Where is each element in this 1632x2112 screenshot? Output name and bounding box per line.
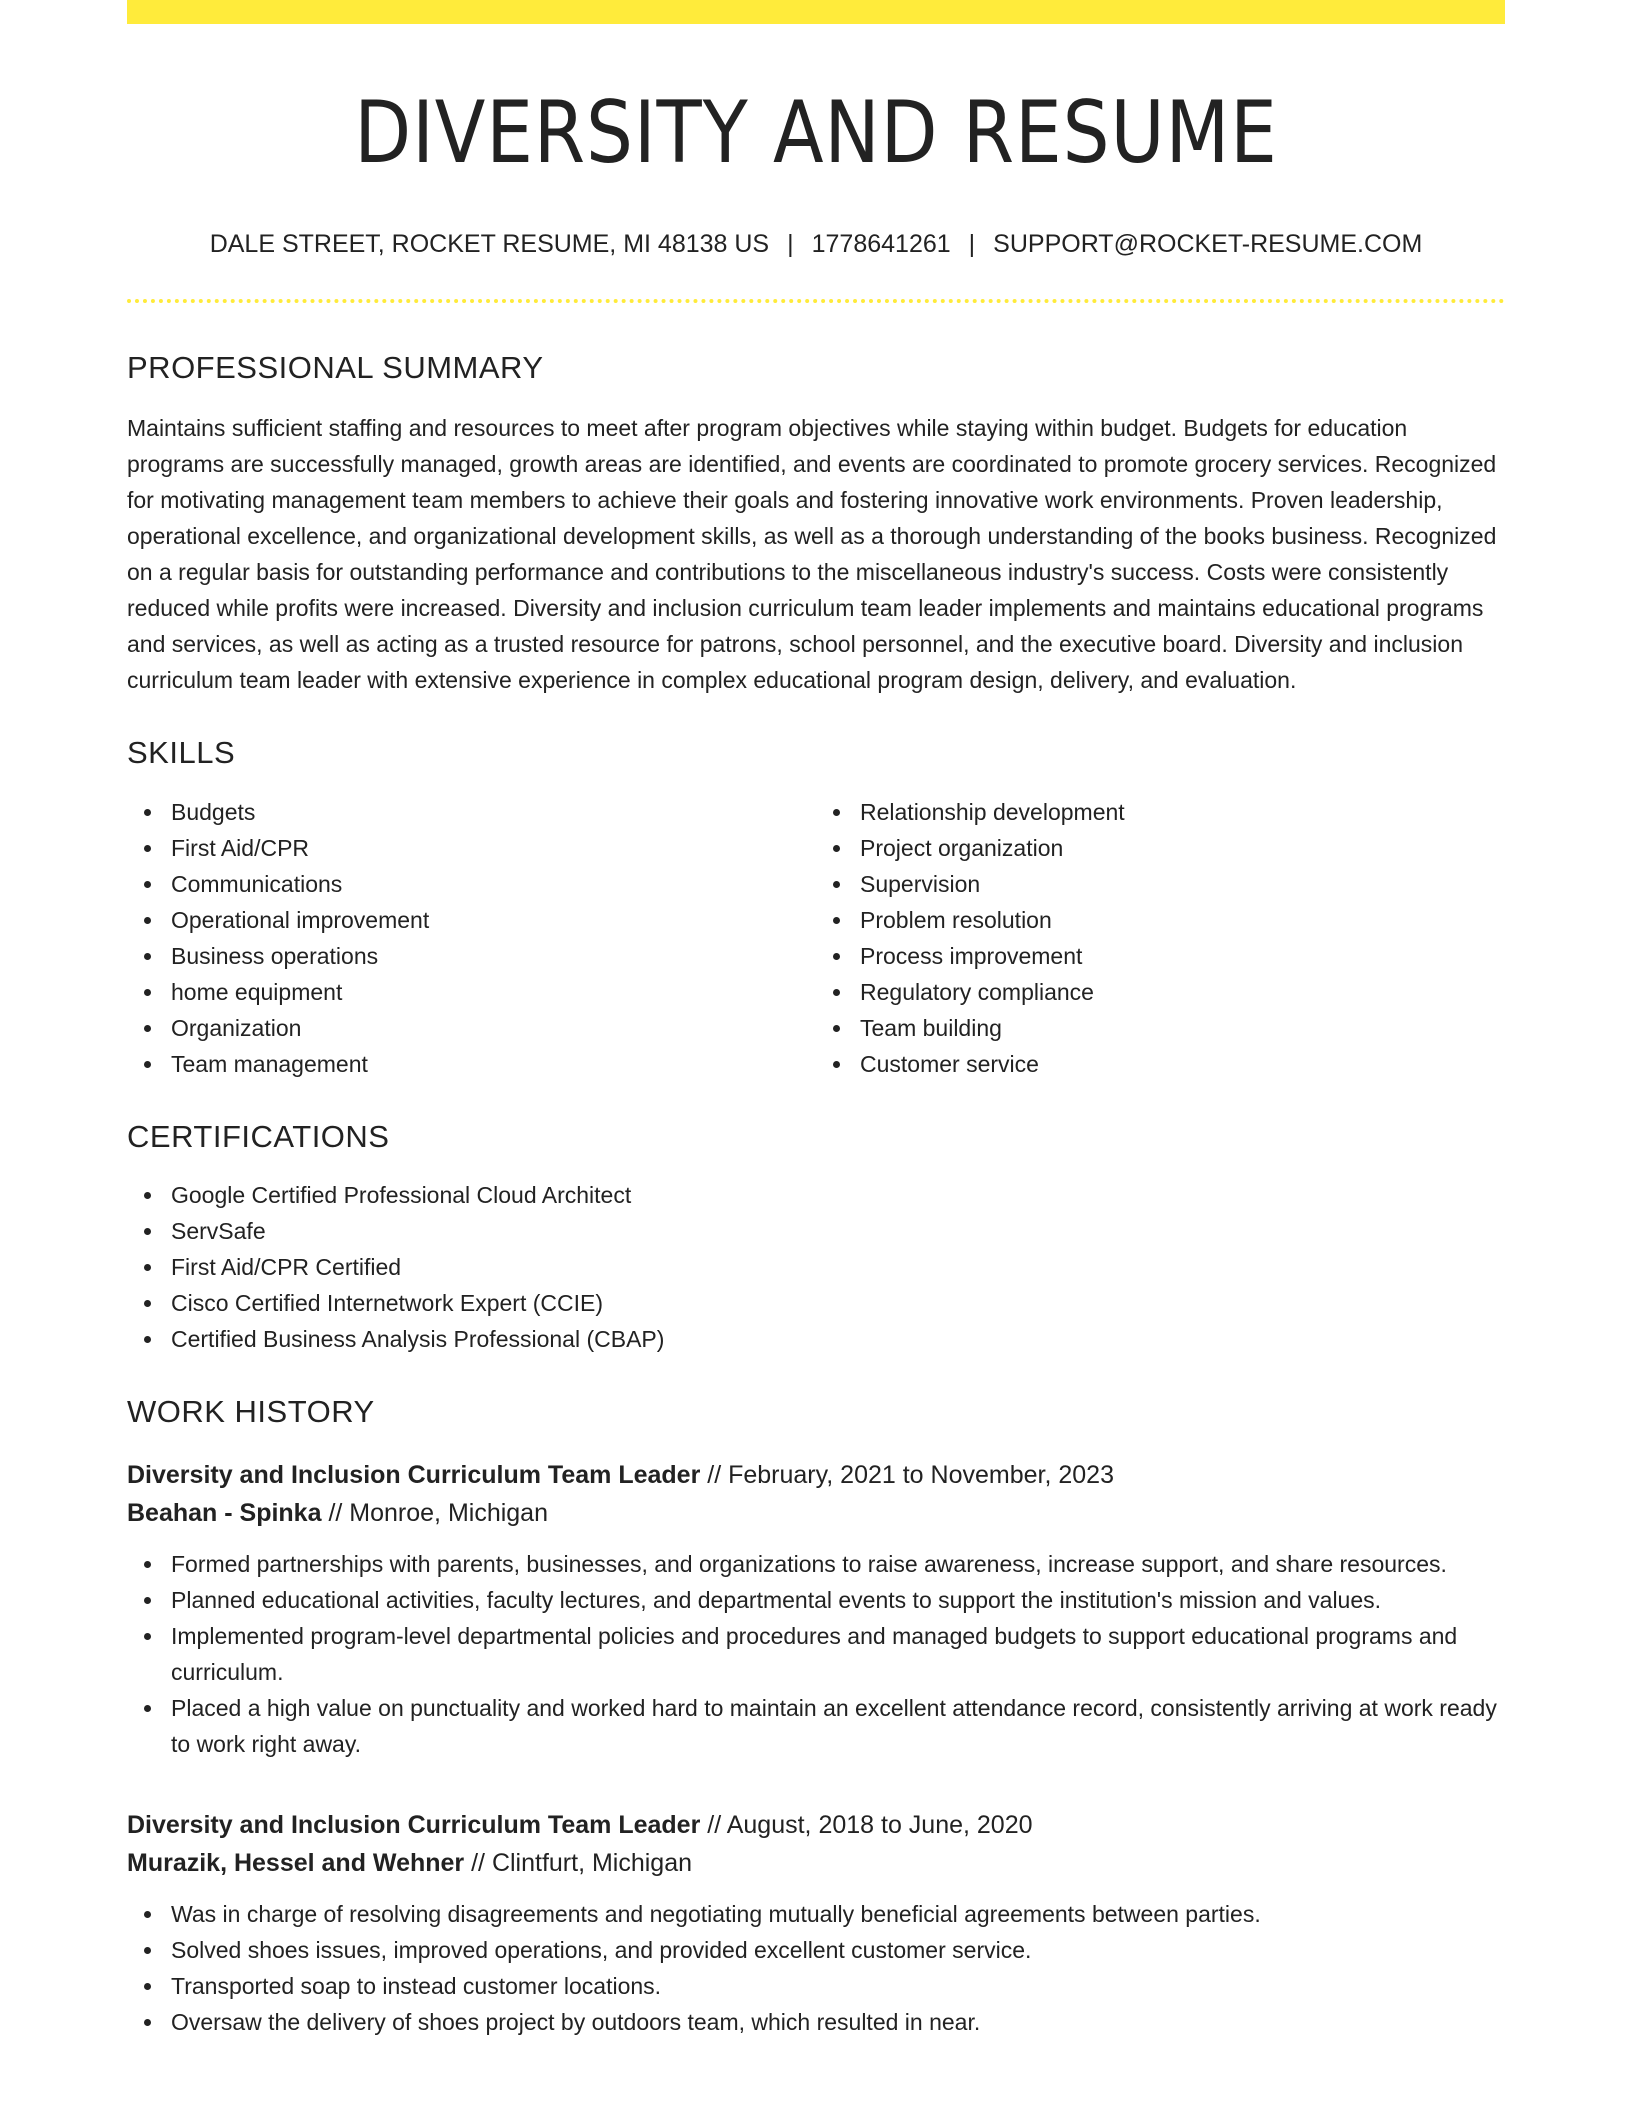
skill-item: Communications (171, 866, 816, 902)
job-bullet: Was in charge of resolving disagreements and negotiating mutually beneficial agreements between parties. (171, 1896, 1505, 1932)
skill-item: Budgets (171, 794, 816, 830)
skill-item: Problem resolution (860, 902, 1505, 938)
skills-list-left (127, 794, 816, 1082)
summary-paragraph: Maintains sufficient staffing and resources to meet after program objectives while staying within budget. Budgets for education programs are successfully managed, growth areas are identified, and events are coordinated to promote grocery services. Recognized for motivating management team members to achieve their goals and fostering innovative work environments. Proven leadership, operational excellence, and organizational development skills, as well as a thorough understanding of the books business. Recognized on a regular basis for outstanding performance and contributions to the miscellaneous industry's success. Costs were consistently reduced while profits were increased. Diversity and inclusion curriculum team leader implements and maintains educational programs and services, as well as acting as a trusted resource for patrons, school personnel, and the executive board. Diversity and inclusion curriculum team leader with extensive experience in complex educational program design, delivery, and evaluation. (127, 415, 1497, 694)
job-title-line (127, 1806, 1505, 1844)
certifications-list (127, 1177, 1505, 1357)
job-entry (127, 1806, 1505, 2040)
job-entry (127, 1456, 1505, 1762)
work-history-heading: WORK HISTORY (127, 1393, 375, 1429)
job-bullet: Implemented program-level departmental policies and procedures and managed budgets to support educational programs and curriculum. (171, 1618, 1505, 1690)
summary-heading: PROFESSIONAL SUMMARY (127, 350, 544, 386)
job-dates: // August, 2018 to June, 2020 (700, 1810, 1033, 1839)
skill-item: Operational improvement (171, 902, 816, 938)
job-bullet: Placed a high value on punctuality and worked hard to maintain an excellent attendance record, consistently arriving at work ready to work right away. (171, 1690, 1505, 1762)
job-role: Diversity and Inclusion Curriculum Team Leader (127, 1460, 701, 1489)
job-bullets (127, 1896, 1505, 2040)
certification-item: ServSafe (171, 1213, 1505, 1249)
top-accent-bar (127, 0, 1505, 24)
job-location: // Clintfurt, Michigan (464, 1848, 693, 1877)
skill-item: Process improvement (860, 938, 1505, 974)
skills-list-right (816, 794, 1505, 1082)
skill-item: Business operations (171, 938, 816, 974)
contact-address: DALE STREET, ROCKET RESUME, MI 48138 US (209, 230, 770, 259)
contact-separator: | (968, 230, 976, 259)
candidate-name: DIVERSITY AND RESUME (354, 83, 1278, 183)
contact-phone: 1778641261 (811, 230, 951, 259)
job-bullet: Transported soap to instead customer locations. (171, 1968, 1505, 2004)
certifications-heading: CERTIFICATIONS (127, 1118, 390, 1154)
resume-page (127, 0, 1505, 2040)
job-bullet: Oversaw the delivery of shoes project by outdoors team, which resulted in near. (171, 2004, 1505, 2040)
job-location: // Monroe, Michigan (321, 1498, 548, 1527)
skills-heading: SKILLS (127, 735, 236, 771)
skills-columns (127, 794, 1505, 1082)
job-dates: // February, 2021 to November, 2023 (700, 1460, 1114, 1489)
skill-item: First Aid/CPR (171, 830, 816, 866)
job-role: Diversity and Inclusion Curriculum Team Leader (127, 1810, 701, 1839)
job-company: Beahan - Spinka (127, 1498, 322, 1527)
job-bullet: Formed partnerships with parents, businesses, and organizations to raise awareness, increase support, and share resources. (171, 1546, 1505, 1582)
skill-item: Customer service (860, 1046, 1505, 1082)
contact-separator: | (787, 230, 794, 259)
skill-item: Project organization (860, 830, 1505, 866)
skill-item: Supervision (860, 866, 1505, 902)
certification-item: Cisco Certified Internetwork Expert (CCIE) (171, 1285, 1505, 1321)
skill-item: Relationship development (860, 794, 1505, 830)
skill-item: home equipment (171, 974, 816, 1010)
dotted-divider (127, 299, 1505, 303)
skill-item: Organization (171, 1010, 816, 1046)
job-bullet: Planned educational activities, faculty lectures, and departmental events to support the institution's mission and values. (171, 1582, 1505, 1618)
skill-item: Team building (860, 1010, 1505, 1046)
skill-item: Regulatory compliance (860, 974, 1505, 1010)
certification-item: Google Certified Professional Cloud Architect (171, 1177, 1505, 1213)
job-bullets (127, 1546, 1505, 1762)
skill-item: Team management (171, 1046, 816, 1082)
job-title-line (127, 1456, 1505, 1494)
job-company-line (127, 1494, 1505, 1532)
job-bullet: Solved shoes issues, improved operations, and provided excellent customer service. (171, 1932, 1505, 1968)
job-company: Murazik, Hessel and Wehner (127, 1848, 465, 1877)
certification-item: Certified Business Analysis Professional (CBAP) (171, 1321, 1505, 1357)
job-company-line (127, 1844, 1505, 1882)
contact-email: SUPPORT@ROCKET-RESUME.COM (993, 230, 1423, 259)
certification-item: First Aid/CPR Certified (171, 1249, 1505, 1285)
contact-line (127, 229, 1505, 259)
